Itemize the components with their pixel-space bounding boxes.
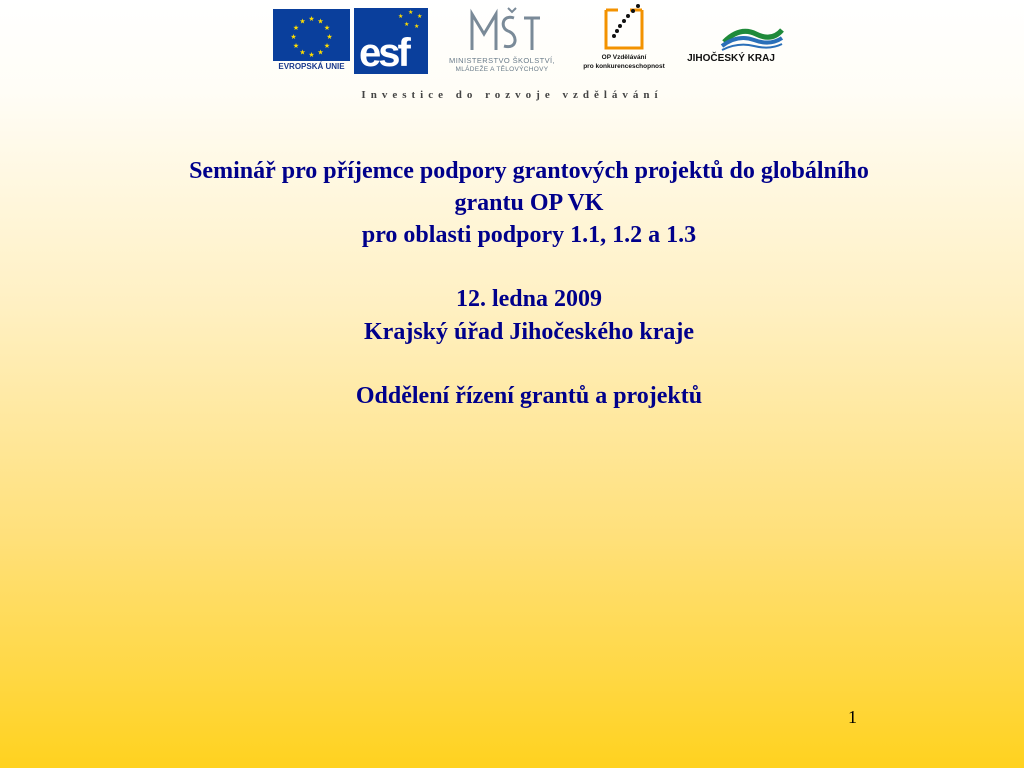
slide-content [100, 155, 958, 412]
title-line-2: grantu OP VK [454, 190, 604, 217]
op-caption-line1: OP Vzdělávání [601, 54, 647, 61]
title-line-1: Seminář pro příjemce podpory grantových projektů do globálního [189, 158, 869, 184]
department-name: Oddělení řízení grantů a projektů [355, 382, 703, 409]
logo-strip [0, 0, 1024, 80]
svg-text:★: ★ [308, 51, 315, 59]
title-line-3: pro oblasti podpory 1.1, 1.2 a 1.3 [361, 222, 697, 249]
msmt-caption-line1: MINISTERSTVO ŠKOLSTVÍ, [449, 56, 555, 65]
svg-text:★: ★ [308, 15, 315, 23]
jihocesky-kraj-label: JIHOČESKÝ KRAJ [687, 53, 775, 64]
svg-text:★: ★ [414, 23, 420, 30]
tagline: Investice do rozvoje vzdělávání [361, 89, 663, 101]
svg-text:★: ★ [323, 24, 331, 32]
svg-text:esf: esf [359, 31, 408, 74]
eu-caption: EVROPSKÁ UNIE [278, 62, 345, 71]
event-venue: Krajský úřad Jihočeského kraje [364, 318, 694, 345]
svg-text:★: ★ [408, 9, 414, 16]
svg-text:★: ★ [292, 24, 300, 32]
svg-text:★: ★ [417, 13, 423, 20]
svg-text:★: ★ [323, 42, 331, 50]
svg-text:★: ★ [292, 42, 300, 50]
svg-text:★: ★ [404, 21, 410, 28]
svg-text:★: ★ [299, 17, 306, 26]
eu-stars-icon [273, 9, 350, 61]
slide-number: 1 [848, 707, 857, 727]
msmt-logo [432, 4, 572, 76]
svg-text:★: ★ [290, 33, 297, 41]
op-caption-line2: pro konkurenceschopnost [583, 63, 665, 70]
op-vk-logo [580, 2, 668, 74]
event-date: 12. ledna 2009 [455, 286, 602, 313]
msmt-caption-line2: MLÁDEŽE A TĚLOVÝCHOVY [455, 66, 549, 73]
esf-logo [354, 6, 428, 74]
svg-text:★: ★ [326, 33, 333, 41]
eu-flag-logo [273, 9, 350, 61]
svg-text:★: ★ [398, 13, 404, 20]
svg-text:★: ★ [317, 48, 324, 57]
svg-text:★: ★ [317, 17, 324, 26]
svg-text:★: ★ [299, 48, 306, 57]
jihocesky-kraj-logo [676, 22, 786, 68]
